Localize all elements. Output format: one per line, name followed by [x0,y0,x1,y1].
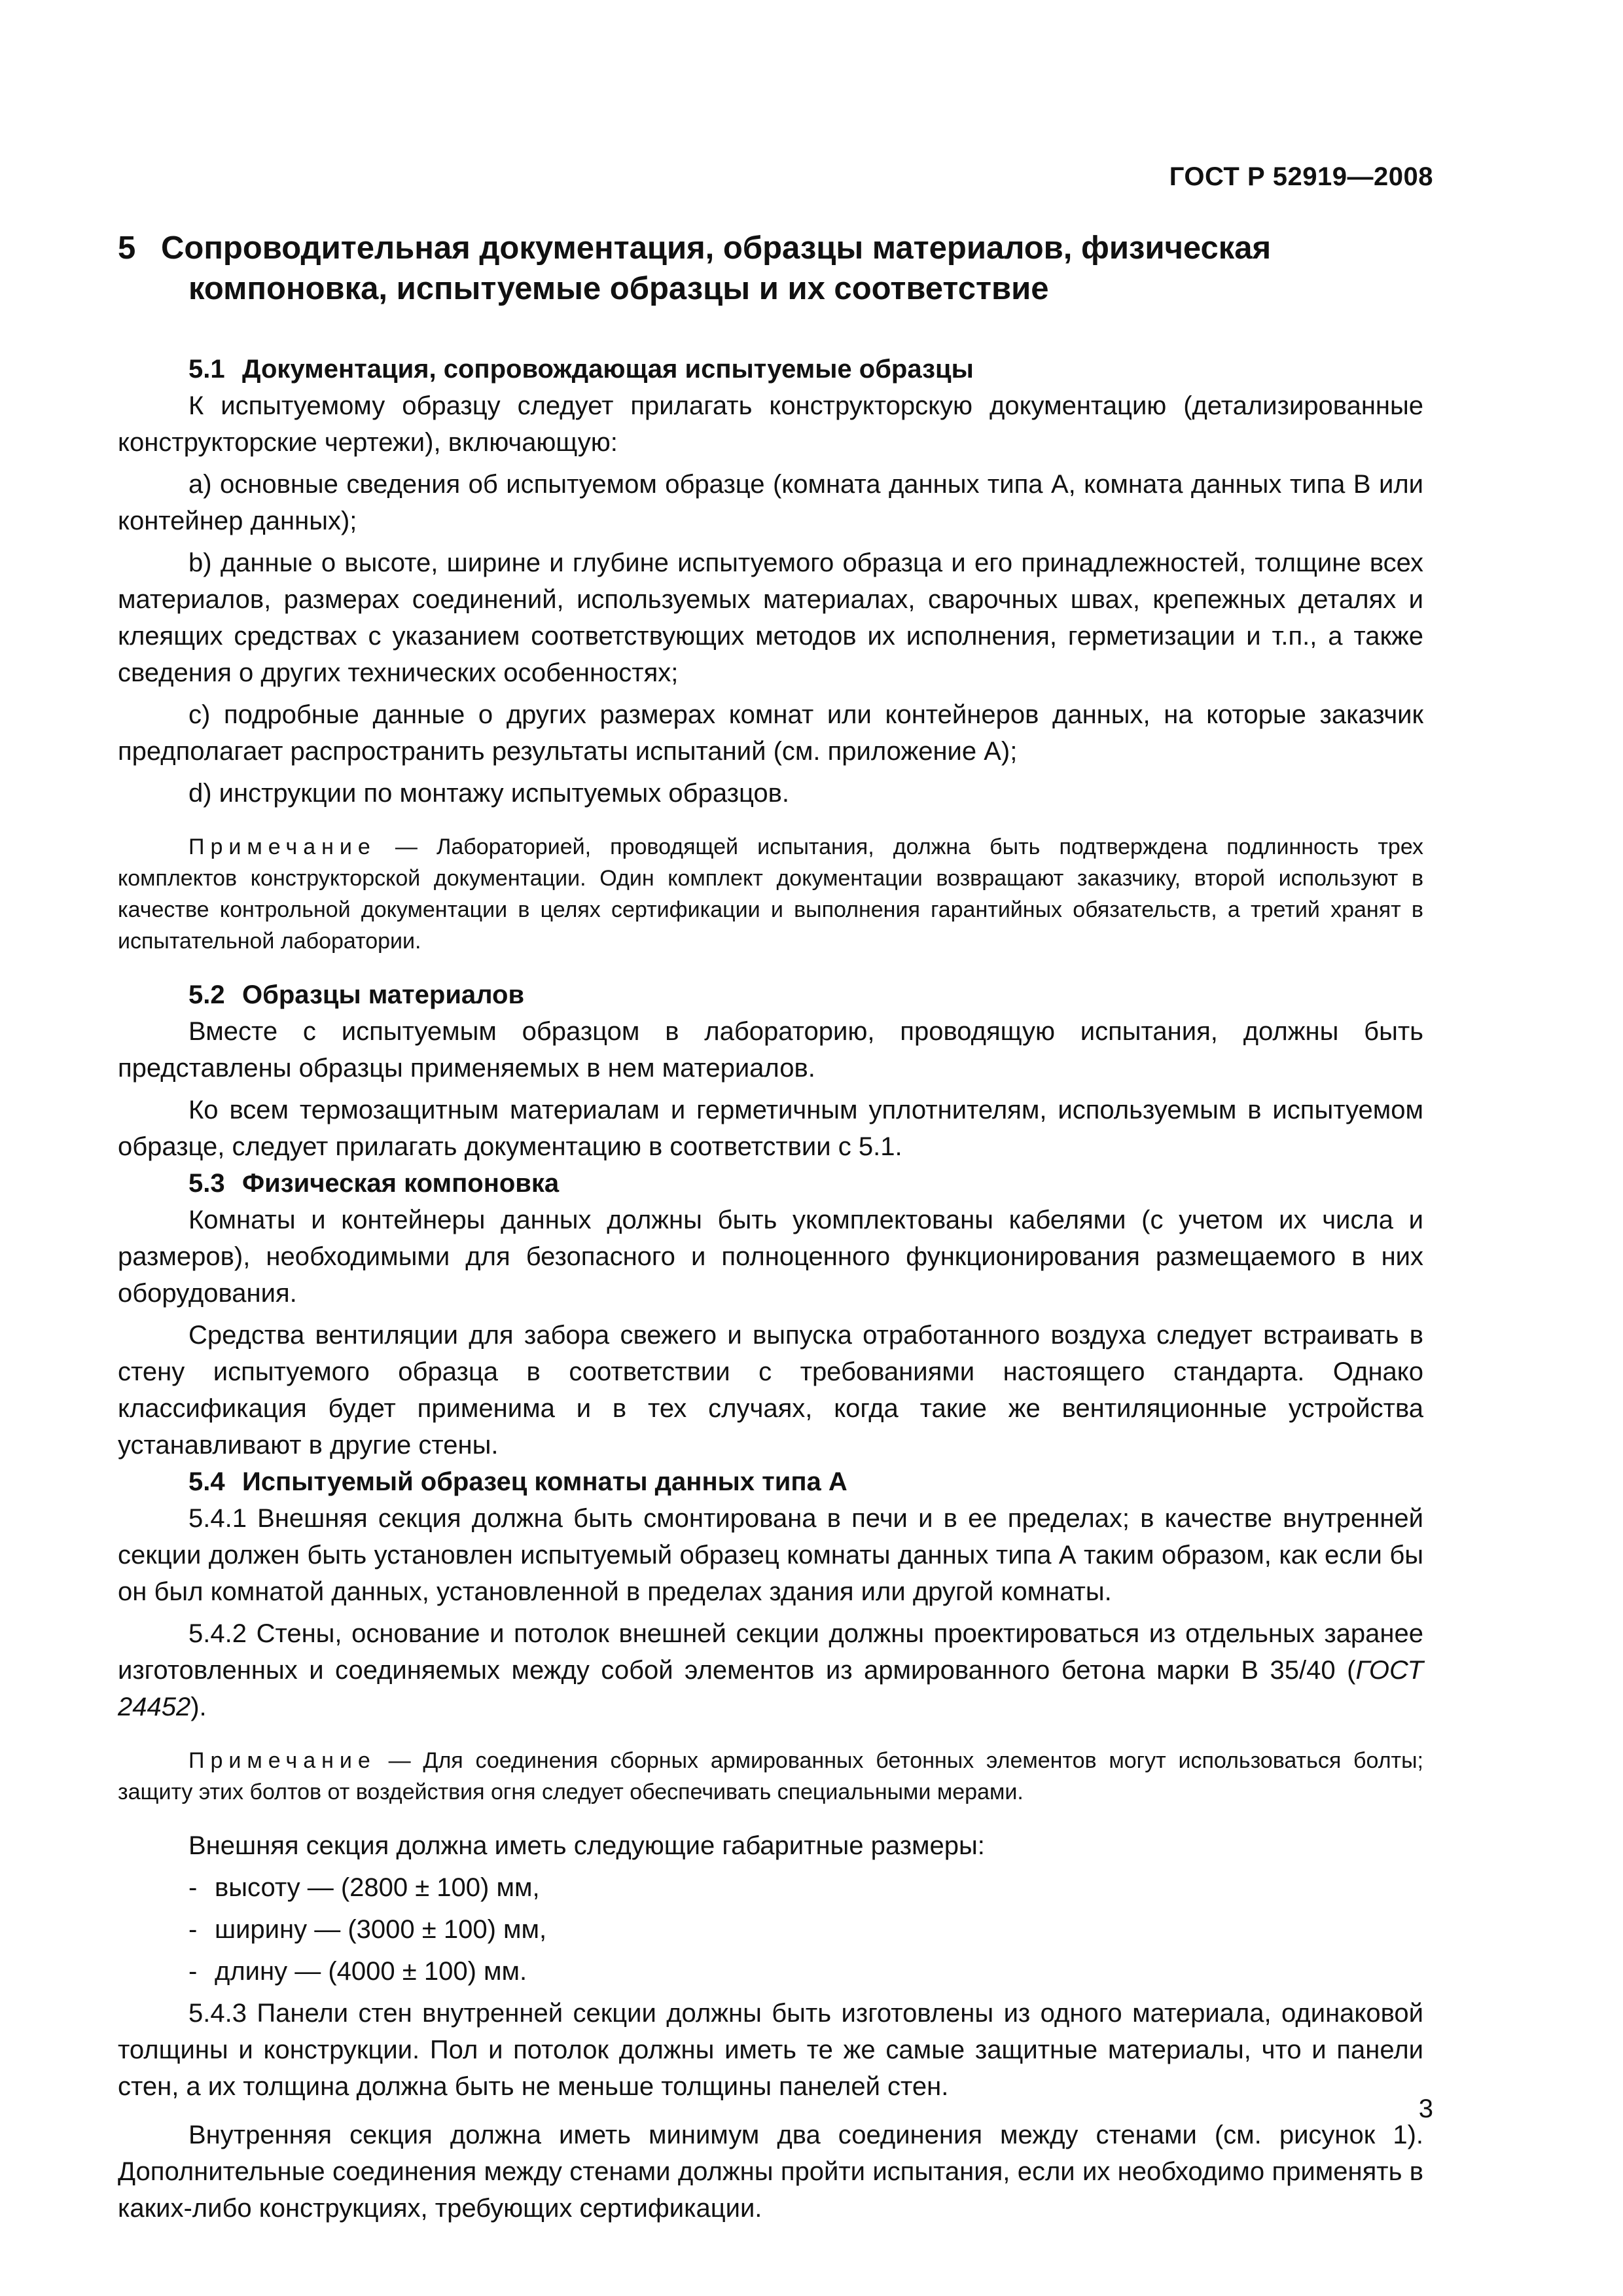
paragraph: К испытуемому образцу следует прилагать конструкторскую документацию (детализированные конструкторские чертежи), включающую: [118,391,1423,457]
section-number: 5 [118,230,136,266]
section-title-text: Сопроводительная документация, образцы материалов, физическая компоновка, испытуемые образцы и их соответствие [161,230,1272,306]
note [118,831,1423,957]
note-text: — Лабораторией, проводящей испытания, должна быть подтверждена подлинность трех комплектов конструкторской документации. Один комплект документации возвращают заказчику, второй используют в качестве контрольной документации в целях сертификации и выполнения гарантийных обязательств, а третий хранят в испытательной лаборатории. [118,834,1423,954]
section-title [118,228,1423,309]
paragraph-5-4-1: 5.4.1 Внешняя секция должна быть смонтирована в печи и в ее пределах; в качестве внутренней секции должен быть установлен испытуемый образец комнаты данных типа А таким образом, как если бы он был комнатой данных, установленной в пределах здания или другой комнаты. [118,1504,1423,1606]
note [118,1745,1423,1808]
dimension-item: - высоту — (2800 ± 100) мм, [188,1873,540,1902]
paragraph: Вместе с испытуемым образцом в лабораторию, проводящую испытания, должны быть представлены образцы применяемых в нем материалов. [118,1017,1423,1083]
subsection-5-1-title [118,351,1423,387]
page-number: 3 [1418,2094,1433,2123]
paragraph: Внутренняя секция должна иметь минимум два соединения между стенами (см. рисунок 1). Дополнительные соединения между стенами должны пройти испытания, если их необходимо применять в каких-либо конструкциях, требующих сертификации. [118,2121,1423,2223]
list-item-d: d) инструкции по монтажу испытуемых образцов. [188,779,790,808]
subsection-5-2-title [118,977,1423,1013]
paragraph: Ко всем термозащитным материалам и герметичным уплотнителям, используемым в испытуемом образце, следует прилагать документацию в соответствии с 5.1. [118,1096,1423,1161]
page-content [118,228,1423,2227]
standard-code: ГОСТ Р 52919—2008 [1169,162,1433,191]
subsection-number: 5.1 [188,355,225,384]
standard-reference: ГОСТ 24452 [118,1656,1423,1721]
subsection-number: 5.2 [188,980,225,1009]
dimension-item: - длину — (4000 ± 100) мм. [188,1957,527,1986]
paragraph-5-4-2: 5.4.2 Стены, основание и потолок внешней секции должны проектироваться из отдельных заранее изготовленных и соединяемых между собой элементов из армированного бетона марки В 35/40 (ГОСТ 24452). [118,1619,1423,1721]
subsection-title-text: Документация, сопровождающая испытуемые образцы [242,355,974,384]
subsection-5-3-title [118,1165,1423,1202]
paragraph-5-4-3: 5.4.3 Панели стен внутренней секции должны быть изготовлены из одного материала, одинаковой толщины и конструкции. Пол и потолок должны иметь те же самые защитные материалы, что и панели стен, а их толщина должна быть не меньше толщины панелей стен. [118,1999,1423,2101]
paragraph: Комнаты и контейнеры данных должны быть укомплектованы кабелями (с учетом их числа и размеров), необходимыми для безопасного и полноценного функционирования размещаемого в них оборудования. [118,1206,1423,1308]
subsection-title-text: Физическая компоновка [242,1169,560,1198]
note-label: Примечание [188,1748,376,1773]
note-text: — Для соединения сборных армированных бетонных элементов могут использоваться болты; защиту этих болтов от воздействия огня следует обеспечивать специальными мерами. [118,1748,1423,1804]
subsection-title-text: Испытуемый образец комнаты данных типа А [242,1467,847,1496]
subsection-5-4-title [118,1463,1423,1500]
list-item-c: с) подробные данные о других размерах комнат или контейнеров данных, на которые заказчик предполагает распространить результаты испытаний (см. приложение А); [118,700,1423,766]
paragraph: Внешняя секция должна иметь следующие габаритные размеры: [188,1831,985,1860]
subsection-number: 5.3 [188,1169,225,1198]
subsection-number: 5.4 [188,1467,225,1496]
list-item-a: а) основные сведения об испытуемом образце (комната данных типа А, комната данных типа В или контейнер данных); [118,470,1423,535]
paragraph: Средства вентиляции для забора свежего и выпуска отработанного воздуха следует встраивать в стену испытуемого образца в соответствии с требованиями настоящего стандарта. Однако классификация будет применима и в тех случаях, когда такие же вентиляционные устройства устанавливают в другие стены. [118,1321,1423,1460]
note-label: Примечание [188,834,376,859]
list-item-b: b) данные о высоте, ширине и глубине испытуемого образца и его принадлежностей, толщине всех материалов, размерах соединений, используемых материалах, сварочных швах, крепежных деталях и клеящих средствах с указанием соответствующих методов их исполнения, герметизации и т.п., а также сведения о других технических особенностях; [118,548,1423,687]
dimension-item: - ширину — (3000 ± 100) мм, [188,1915,547,1944]
subsection-title-text: Образцы материалов [242,980,525,1009]
